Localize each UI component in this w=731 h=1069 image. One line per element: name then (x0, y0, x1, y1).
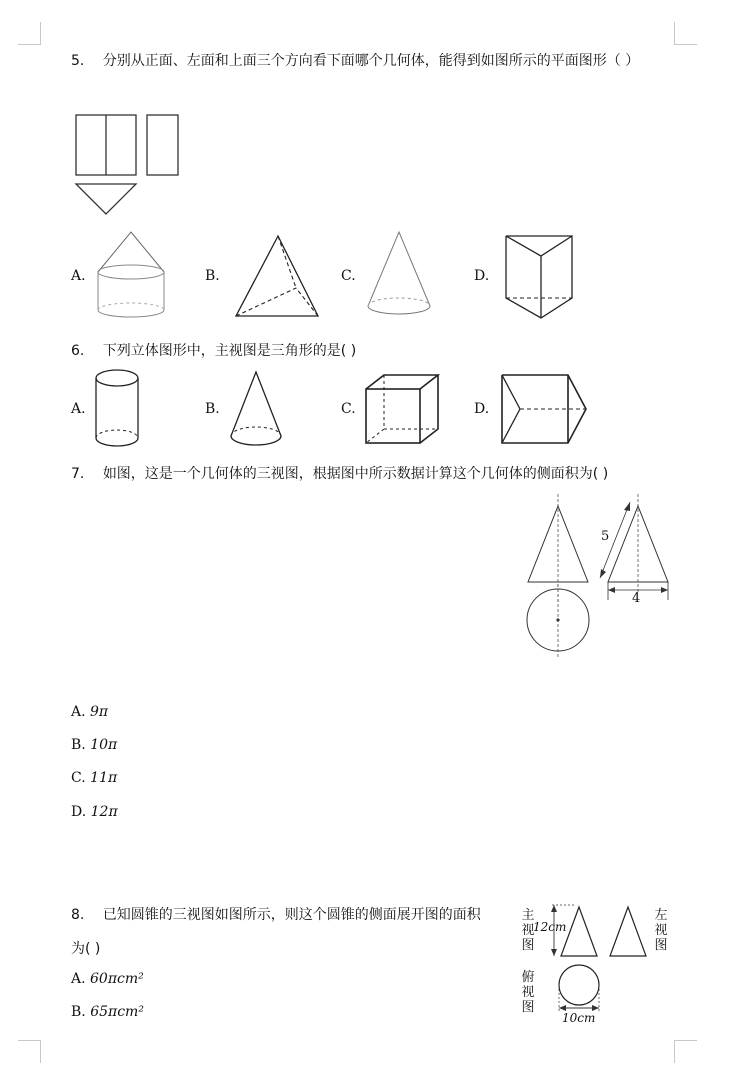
corner-mark-bottom-left (18, 1040, 41, 1063)
q6-option-a-cylinder[interactable] (94, 368, 142, 450)
question-text-line-1: 已知圆锥的三视图如图所示，则这个圆锥的侧面展开图的面积 (102, 907, 481, 923)
q8-left-view-label: 左视图 (654, 908, 668, 953)
q7-option-d[interactable]: D. 12π (71, 804, 118, 820)
q5-three-views-figure (74, 113, 182, 217)
question-text-line-2: 为( ) (71, 941, 101, 957)
q5-option-b-pyramid[interactable] (234, 234, 322, 320)
q5-option-a-label[interactable]: A. (71, 268, 86, 284)
q5-option-c-label[interactable]: C. (341, 268, 356, 284)
question-text: 如图，这是一个几何体的三视图，根据图中所示数据计算这个几何体的侧面积为( ) (102, 466, 609, 482)
q6-option-c-cube[interactable] (364, 373, 442, 447)
q7-slant-height-label: 5 (601, 529, 610, 544)
question-number: 7. (71, 466, 85, 482)
question-text: 分别从正面、左面和上面三个方向看下面哪个几何体，能得到如图所示的平面图形（ ） (102, 53, 640, 69)
question-number: 8. (71, 907, 85, 923)
q8-diameter-label: 10cm (562, 1011, 596, 1025)
q5-option-b-label[interactable]: B. (205, 268, 220, 284)
question-6 (71, 340, 356, 360)
q6-option-d-triangular-prism[interactable] (500, 373, 590, 447)
q7-base-width-label: 4 (632, 591, 641, 606)
q5-option-d-label[interactable]: D. (474, 268, 490, 284)
corner-mark-top-right (674, 22, 697, 45)
q5-option-c-cone[interactable] (364, 230, 436, 320)
question-number: 5. (71, 53, 85, 69)
q8-height-label: 12cm (533, 920, 567, 934)
q7-option-c[interactable]: C. 11π (71, 770, 118, 786)
q6-option-b-cone[interactable] (228, 370, 284, 450)
q6-option-b-label[interactable]: B. (205, 401, 220, 417)
question-7 (71, 463, 608, 483)
question-number: 6. (71, 343, 85, 359)
q7-option-b[interactable]: B. 10π (71, 737, 118, 753)
question-5 (71, 50, 639, 70)
q8-option-b[interactable]: B. 65πcm² (71, 1004, 144, 1020)
q5-option-a-cone-on-cylinder[interactable] (96, 230, 168, 322)
question-8 (71, 904, 481, 924)
question-text: 下列立体图形中，主视图是三角形的是( ) (102, 343, 357, 359)
q5-option-d-triangular-prism[interactable] (503, 232, 575, 322)
q6-option-a-label[interactable]: A. (71, 401, 86, 417)
corner-mark-top-left (18, 22, 41, 45)
q8-option-a[interactable]: A. 60πcm² (71, 971, 144, 987)
q8-front-view-label: 主视图 (521, 908, 535, 953)
q7-option-a[interactable]: A. 9π (71, 704, 109, 720)
q6-option-d-label[interactable]: D. (474, 401, 490, 417)
q8-top-view-label: 俯视图 (521, 970, 535, 1015)
corner-mark-bottom-right (674, 1040, 697, 1063)
q7-three-views-figure (520, 494, 680, 662)
q6-option-c-label[interactable]: C. (341, 401, 356, 417)
